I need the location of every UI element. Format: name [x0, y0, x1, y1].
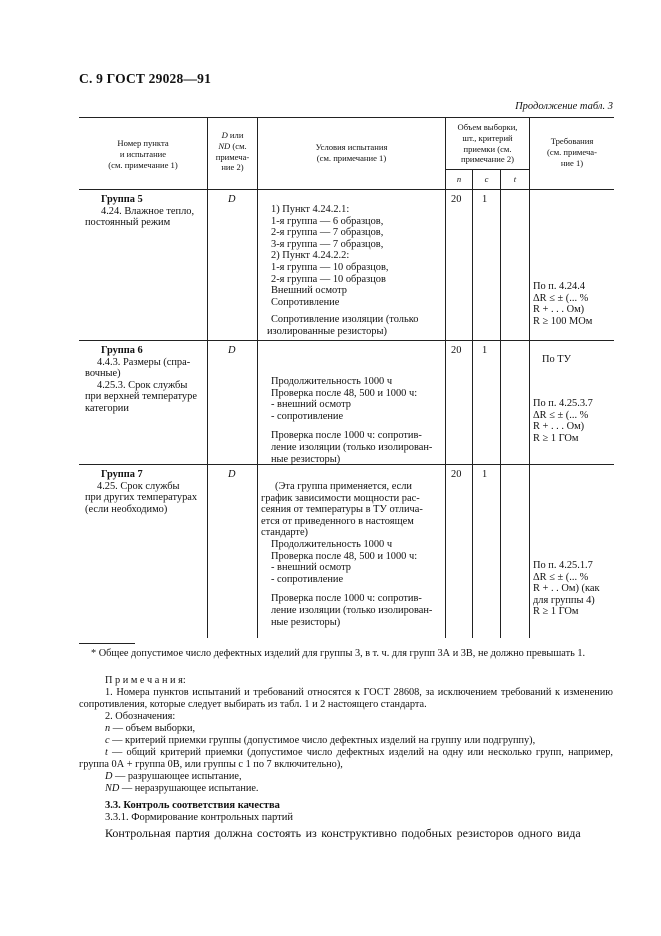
col-rule-3 — [445, 117, 446, 638]
header-sub-c: c — [484, 174, 489, 184]
section-heading-3-3-1: 3.3.1. Формирование контрольных партий — [105, 812, 293, 823]
group-6-requirements-top: По ТУ — [542, 354, 572, 365]
group-title: Группа 5 — [101, 194, 143, 205]
col-rule-5 — [500, 169, 501, 638]
page-header: С. 9 ГОСТ 29028—91 — [79, 71, 212, 86]
col-rule-1 — [207, 117, 208, 638]
legend-item: D — разрушающее испытание, — [105, 771, 242, 782]
header-col-conditions: Условия испытания (см. примечание 1) — [315, 142, 388, 163]
group-5-requirements: По п. 4.24.4 ΔR ≤ ± (... % R + . . . Ом) R ≥ 100 МОм — [533, 281, 593, 327]
header-sub-t: t — [513, 174, 517, 184]
group-6-item: Группа 6 4.4.3. Размеры (спра- вочные) 4.25.3. Срок службы при верхней температуре категории — [85, 345, 197, 414]
group-7-dnd: D — [228, 469, 236, 480]
header-sub-n: n — [456, 174, 462, 184]
group-7-requirements: По п. 4.25.1.7 ΔR ≤ ± (... % R + . . Ом) (как для группы 4) R ≥ 1 ГОм — [533, 560, 600, 618]
header-col-dnd: D или ND (см. примеча- ние 2) — [215, 130, 250, 173]
body-paragraph: Контрольная партия должна состоять из конструктивно подобных резисторов одного вида — [105, 826, 581, 840]
header-subrow-rule — [445, 169, 529, 170]
table-continuation-label: Продолжение табл. 3 — [515, 101, 613, 112]
group-6-requirements: По п. 4.25.3.7 ΔR ≤ ± (... % R + . . . Ом) R ≥ 1 ГОм — [533, 398, 593, 444]
group-title: Группа 6 — [101, 345, 143, 356]
legend-item: t — общий критерий приемки (допустимое число дефектных изделий на одну или несколько групп, например, группа 0А + группа 0В, или группы с 1 по 7 включительно), — [79, 747, 613, 770]
footnote: * Общее допустимое число дефектных изделий для группы 3, в т. ч. для групп 3А и 3В, не должно превышать 1. — [91, 648, 586, 659]
table-top-rule — [79, 117, 614, 118]
group-5-dnd: D — [228, 194, 236, 205]
legend-item: ND — неразрушающее испытание. — [105, 783, 259, 794]
footnote-rule — [79, 643, 135, 644]
header-col-requirements: Требования (см. примеча- ние 1) — [547, 136, 597, 168]
note-1: 1. Номера пунктов испытаний и требований относятся к ГОСТ 28608, за исключением требований к изменению сопротивления, которые следует выбирать из табл. 1 и 2 настоящего стандарта. — [79, 687, 613, 710]
section-heading-3-3: 3.3. Контроль соответствия качества — [105, 800, 280, 811]
group-7-conditions: (Эта группа применяется, если график зависимости мощности рас- сеяния от температуры в ТУ отлича- ется от приведенного в настоящем стандарте) Продолжительность 1000 ч Проверка после 48, 500 и 1000 ч: - внешний осмотр - сопротивление Проверка после 1000 ч: сопротив- ление изоляции (только изолирован- ные резисторы) — [261, 481, 433, 628]
notes-title: П р и м е ч а н и я: — [105, 675, 186, 686]
group-6-n: 20 — [451, 345, 462, 356]
legend-item: n — объем выборки, — [105, 723, 196, 734]
header-col-sample: Объем выборки, шт., критерий приемки (см. примечание 2) — [457, 122, 518, 165]
group-5-conditions: 1) Пункт 4.24.2.1: 1-я группа — 6 образцов, 2-я группа — 7 образцов, 3-я группа — 7 образцов, 2) Пункт 4.24.2.2: 1-я группа — 10 образцов, 2-я группа — 10 образцов Внешний осмотр Сопротивление Сопротивление изоляции (только изолированные резисторы) — [267, 204, 419, 337]
group-5-item: Группа 5 4.24. Влажное тепло, постоянный режим — [85, 194, 195, 229]
group-separator — [79, 340, 614, 341]
header-col-item: Номер пункта и испытание (см. примечание 1) — [108, 138, 178, 170]
col-rule-6 — [529, 117, 530, 638]
group-title: Группа 7 — [101, 469, 143, 480]
header-bottom-rule — [79, 189, 614, 190]
note-2: 2. Обозначения: — [105, 711, 176, 722]
col-rule-4 — [472, 169, 473, 638]
notes-block — [79, 675, 613, 795]
col-rule-2 — [257, 117, 258, 638]
group-7-c: 1 — [482, 469, 488, 480]
group-6-dnd: D — [228, 345, 236, 356]
group-6-c: 1 — [482, 345, 488, 356]
group-5-c: 1 — [482, 194, 488, 205]
group-5-n: 20 — [451, 194, 462, 205]
legend-item: c — критерий приемки группы (допустимое число дефектных изделий на группу или подгруппу), — [105, 735, 536, 746]
group-7-item: Группа 7 4.25. Срок службы при других температурах (если необходимо) — [85, 469, 198, 515]
group-6-conditions: Продолжительность 1000 ч Проверка после 48, 500 и 1000 ч: - внешний осмотр - сопротивление Проверка после 1000 ч: сопротив- ление изоляции (только изолирован- ные резисторы) — [271, 376, 433, 465]
group-7-n: 20 — [451, 469, 462, 480]
